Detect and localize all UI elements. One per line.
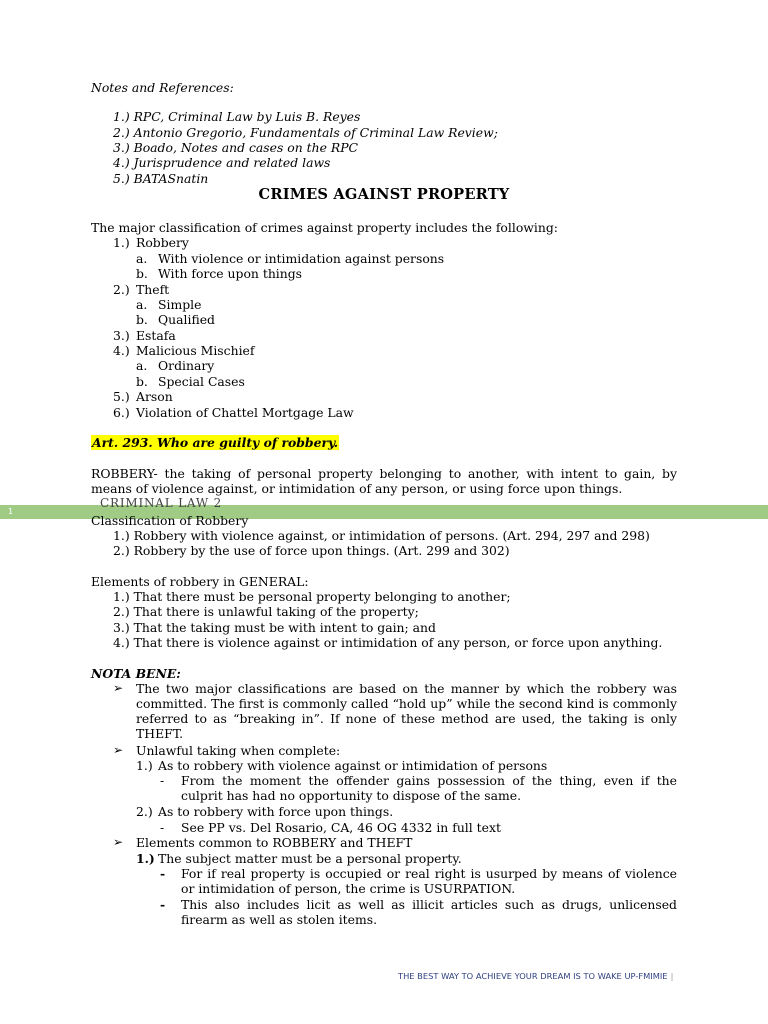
list-number: 1.) bbox=[113, 235, 130, 250]
sub-item: Qualified bbox=[158, 312, 215, 327]
elements-heading: Elements of robbery in GENERAL: bbox=[91, 574, 309, 589]
nota-bene-item: Unlawful taking when complete: bbox=[136, 743, 341, 758]
sub-item: Special Cases bbox=[158, 374, 245, 389]
sub-letter: a. bbox=[136, 297, 148, 312]
list-item-estafa: Estafa bbox=[136, 328, 176, 343]
notes-heading: Notes and References: bbox=[91, 80, 234, 95]
sub-detail: For if real property is occupied or real right is usurped by means of violence or intimidation of person, the crime is USURPATION. bbox=[181, 866, 677, 896]
list-item: 1.) That there must be personal property belonging to another; bbox=[113, 589, 511, 604]
page-number: 1 bbox=[8, 507, 14, 516]
page-footer bbox=[398, 970, 673, 982]
list-number: 3.) bbox=[113, 328, 130, 343]
sub-item: With force upon things bbox=[158, 266, 303, 281]
reference-item: 5.) BATASnatin bbox=[113, 171, 209, 186]
list-item: 2.) Robbery by the use of force upon things. (Art. 299 and 302) bbox=[113, 543, 510, 558]
dash-bullet: - bbox=[160, 897, 166, 912]
list-number: 1.) bbox=[136, 851, 155, 866]
list-item-chattel: Violation of Chattel Mortgage Law bbox=[136, 405, 354, 420]
reference-item: 3.) Boado, Notes and cases on the RPC bbox=[113, 140, 359, 155]
list-item: 4.) That there is violence against or intimidation of any person, or force upon anything. bbox=[113, 635, 663, 650]
robbery-definition: ROBBERY- the taking of personal property belonging to another, with intent to gain, by means of violence against, or intimidation of any person, or using force upon things. bbox=[91, 466, 677, 496]
list-item-mischief: Malicious Mischief bbox=[136, 343, 255, 358]
list-number: 4.) bbox=[113, 343, 130, 358]
sub-item: Simple bbox=[158, 297, 202, 312]
nota-bene-item: Elements common to ROBBERY and THEFT bbox=[136, 835, 413, 850]
list-number: 2.) bbox=[136, 804, 153, 819]
arrow-bullet-icon: ➢ bbox=[113, 681, 124, 695]
robbery-classification-heading: Classification of Robbery bbox=[91, 513, 249, 528]
sub-item: Ordinary bbox=[158, 358, 215, 373]
list-item-robbery: Robbery bbox=[136, 235, 189, 250]
dash-bullet: - bbox=[160, 866, 166, 881]
list-number: 5.) bbox=[113, 389, 130, 404]
sub-item: As to robbery with force upon things. bbox=[158, 804, 394, 819]
sub-letter: b. bbox=[136, 266, 148, 281]
list-item-arson: Arson bbox=[136, 389, 173, 404]
sub-item: The subject matter must be a personal property. bbox=[158, 851, 462, 866]
sub-item: With violence or intimidation against persons bbox=[158, 251, 445, 266]
reference-item: 1.) RPC, Criminal Law by Luis B. Reyes bbox=[113, 109, 361, 124]
arrow-bullet-icon: ➢ bbox=[113, 835, 124, 849]
reference-item: 2.) Antonio Gregorio, Fundamentals of Criminal Law Review; bbox=[113, 125, 498, 140]
footer-text: THE BEST WAY TO ACHIEVE YOUR DREAM IS TO WAKE UP-FMIMIE bbox=[398, 971, 668, 981]
footer-separator: | bbox=[670, 971, 674, 981]
sub-item: As to robbery with violence against or intimidation of persons bbox=[158, 758, 548, 773]
reference-item: 4.) Jurisprudence and related laws bbox=[113, 155, 331, 170]
sub-letter: a. bbox=[136, 358, 148, 373]
article-highlight: Art. 293. Who are guilty of robbery. bbox=[92, 435, 339, 450]
sub-letter: b. bbox=[136, 374, 148, 389]
list-number: 6.) bbox=[113, 405, 130, 420]
sub-detail: See PP vs. Del Rosario, CA, 46 OG 4332 in full text bbox=[181, 820, 501, 835]
list-item: 1.) Robbery with violence against, or intimidation of persons. (Art. 294, 297 and 298) bbox=[113, 528, 650, 543]
running-header: CRIMINAL LAW 2 bbox=[100, 496, 223, 510]
article-heading bbox=[91, 435, 339, 450]
dash-bullet: - bbox=[160, 820, 165, 835]
sub-detail: This also includes licit as well as illicit articles such as drugs, unlicensed firearm as well as stolen items. bbox=[181, 897, 677, 927]
dash-bullet: - bbox=[160, 773, 165, 788]
list-item: 2.) That there is unlawful taking of the property; bbox=[113, 604, 419, 619]
nota-bene-heading: NOTA BENE: bbox=[91, 666, 181, 681]
classification-intro: The major classification of crimes against property includes the following: bbox=[91, 220, 558, 235]
list-number: 2.) bbox=[113, 282, 130, 297]
page-title: CRIMES AGAINST PROPERTY bbox=[258, 186, 510, 203]
sub-detail: From the moment the offender gains possession of the thing, even if the culprit has had no opportunity to dispose of the same. bbox=[181, 773, 677, 803]
nota-bene-item: The two major classifications are based on the manner by which the robbery was committed. The first is commonly called “hold up” while the second kind is commonly referred to as “breaking in”. If none of these method are used, the taking is only THEFT. bbox=[136, 681, 677, 741]
arrow-bullet-icon: ➢ bbox=[113, 743, 124, 757]
list-item: 3.) That the taking must be with intent to gain; and bbox=[113, 620, 436, 635]
sub-letter: b. bbox=[136, 312, 148, 327]
list-number: 1.) bbox=[136, 758, 153, 773]
list-item-theft: Theft bbox=[136, 282, 170, 297]
sub-letter: a. bbox=[136, 251, 148, 266]
